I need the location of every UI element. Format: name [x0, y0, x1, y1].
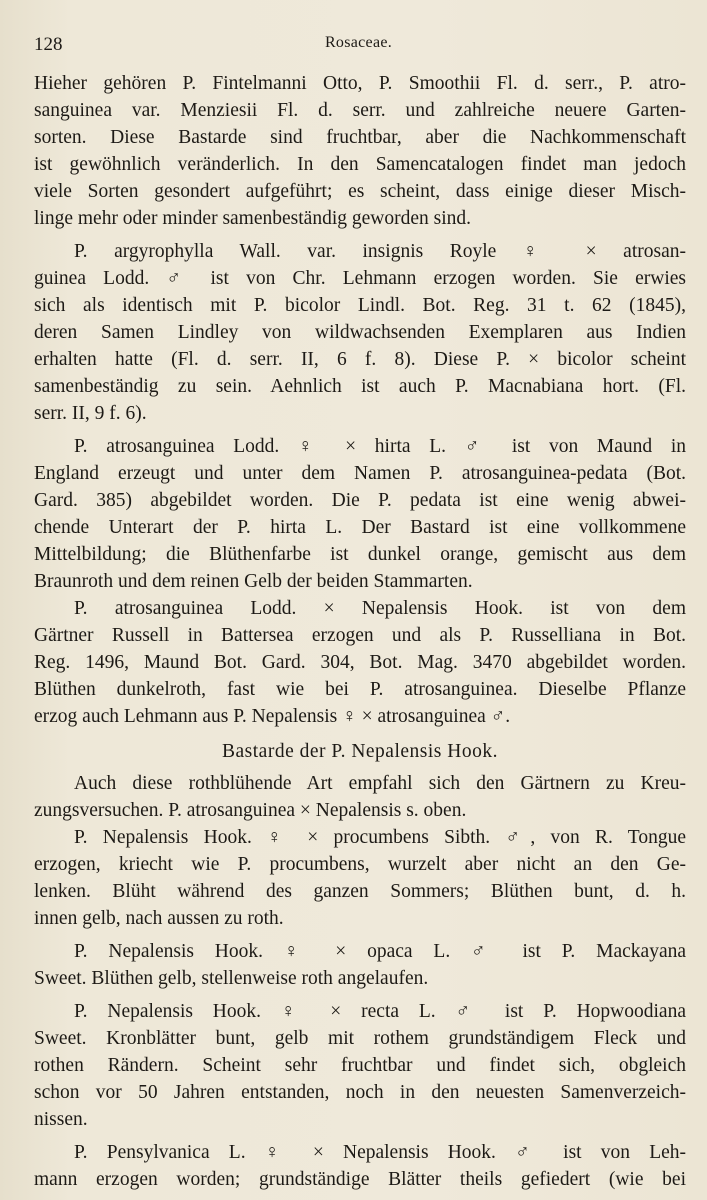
- page-header: [34, 34, 683, 58]
- paragraph-2: [34, 238, 686, 427]
- text-line: Sweet. Kronblätter bunt, gelb mit rothem grundständigem Fleck und: [34, 1028, 686, 1049]
- text-line: Gärtner Russell in Battersea erzogen und als P. Russelliana in Bot.: [34, 625, 686, 646]
- text-line: sorten. Diese Bastarde sind fruchtbar, aber die Nachkommenschaft: [34, 127, 686, 148]
- text-line: Sweet. Blüthen gelb, stellenweise roth angelaufen.: [34, 968, 429, 989]
- paragraph-3: [34, 433, 686, 595]
- text-line: viele Sorten gesondert aufgeführt; es scheint, dass einige dieser Misch-: [34, 181, 686, 202]
- text-line: P. Nepalensis Hook. ♀ × procumbens Sibth. ♂, von R. Tongue: [74, 827, 686, 848]
- text-line: lenken. Blüht während des ganzen Sommers; Blüthen bunt, d. h.: [34, 881, 686, 902]
- text-line: P. Pensylvanica L. ♀ × Nepalensis Hook. ♂ ist von Leh-: [74, 1142, 686, 1163]
- text-line: chende Unterart der P. hirta L. Der Bastard ist eine vollkommene: [34, 517, 686, 538]
- page-number: 128: [34, 34, 63, 55]
- paragraph-6: [34, 824, 686, 932]
- text-line: P. atrosanguinea Lodd. ♀ × hirta L. ♂ ist von Maund in: [74, 436, 686, 457]
- paragraph-9: [34, 1139, 686, 1193]
- text-line: ist gewöhnlich veränderlich. In den Samencatalogen findet man jedoch: [34, 154, 686, 175]
- text-line: Blüthen dunkelroth, fast wie bei P. atrosanguinea. Dieselbe Pflanze: [34, 679, 686, 700]
- text-line: Gard. 385) abgebildet worden. Die P. pedata ist eine wenig abwei-: [34, 490, 686, 511]
- text-line: sanguinea var. Menziesii Fl. d. serr. und zahlreiche neuere Garten-: [34, 100, 686, 121]
- text-line: erzogen, kriecht wie P. procumbens, wurzelt aber nicht an den Ge-: [34, 854, 686, 875]
- text-line: nissen.: [34, 1109, 88, 1130]
- text-line: rothen Rändern. Scheint sehr fruchtbar und findet sich, obgleich: [34, 1055, 686, 1076]
- text-line: Mittelbildung; die Blüthenfarbe ist dunkel orange, gemischt aus dem: [34, 544, 686, 565]
- text-line: England erzeugt und unter dem Namen P. atrosanguinea-pedata (Bot.: [34, 463, 686, 484]
- text-line: innen gelb, nach aussen zu roth.: [34, 908, 284, 929]
- text-line: erzog auch Lehmann aus P. Nepalensis ♀ × atrosanguinea ♂.: [34, 706, 511, 727]
- text-line: schon vor 50 Jahren entstanden, noch in den neuesten Samenverzeich-: [34, 1082, 686, 1103]
- text-line: guinea Lodd. ♂ ist von Chr. Lehmann erzogen worden. Sie erwies: [34, 268, 686, 289]
- paragraph-4: [34, 595, 686, 730]
- text-line: Braunroth und dem reinen Gelb der beiden Stammarten.: [34, 571, 473, 592]
- text-line: erhalten hatte (Fl. d. serr. II, 6 f. 8). Diese P. × bicolor scheint: [34, 349, 686, 370]
- text-line: deren Samen Lindley von wildwachsenden Exemplaren aus Indien: [34, 322, 686, 343]
- text-line: Hieher gehören P. Fintelmanni Otto, P. Smoothii Fl. d. serr., P. atro-: [34, 73, 686, 94]
- text-line: P. Nepalensis Hook. ♀ × opaca L. ♂ ist P. Mackayana: [74, 941, 686, 962]
- text-line: P. Nepalensis Hook. ♀ × recta L. ♂ ist P. Hopwoodiana: [74, 1001, 686, 1022]
- section-heading: Bastarde der P. Nepalensis Hook.: [222, 741, 498, 762]
- paragraph-7: [34, 938, 686, 992]
- paragraph-1: [34, 70, 686, 232]
- text-line: samenbeständig zu sein. Aehnlich ist auch P. Macnabiana hort. (Fl.: [34, 376, 686, 397]
- text-line: serr. II, 9 f. 6).: [34, 403, 147, 424]
- text-line: linge mehr oder minder samenbeständig geworden sind.: [34, 208, 472, 229]
- text-line: P. argyrophylla Wall. var. insignis Royle ♀ × atrosan-: [74, 241, 686, 262]
- text-line: Auch diese rothblühende Art empfahl sich den Gärtnern zu Kreu-: [74, 773, 686, 794]
- running-title: Rosaceae.: [324, 34, 393, 51]
- paragraph-8: [34, 998, 686, 1133]
- text-line: zungsversuchen. P. atrosanguinea × Nepalensis s. oben.: [34, 800, 467, 821]
- paragraph-5: [34, 770, 686, 824]
- body-text: [34, 70, 686, 1193]
- text-line: sich als identisch mit P. bicolor Lindl. Bot. Reg. 31 t. 62 (1845),: [34, 295, 686, 316]
- text-line: mann erzogen worden; grundständige Blätter theils gefiedert (wie bei: [34, 1169, 686, 1190]
- text-line: P. atrosanguinea Lodd. × Nepalensis Hook. ist von dem: [74, 598, 686, 619]
- text-line: Reg. 1496, Maund Bot. Gard. 304, Bot. Mag. 3470 abgebildet worden.: [34, 652, 686, 673]
